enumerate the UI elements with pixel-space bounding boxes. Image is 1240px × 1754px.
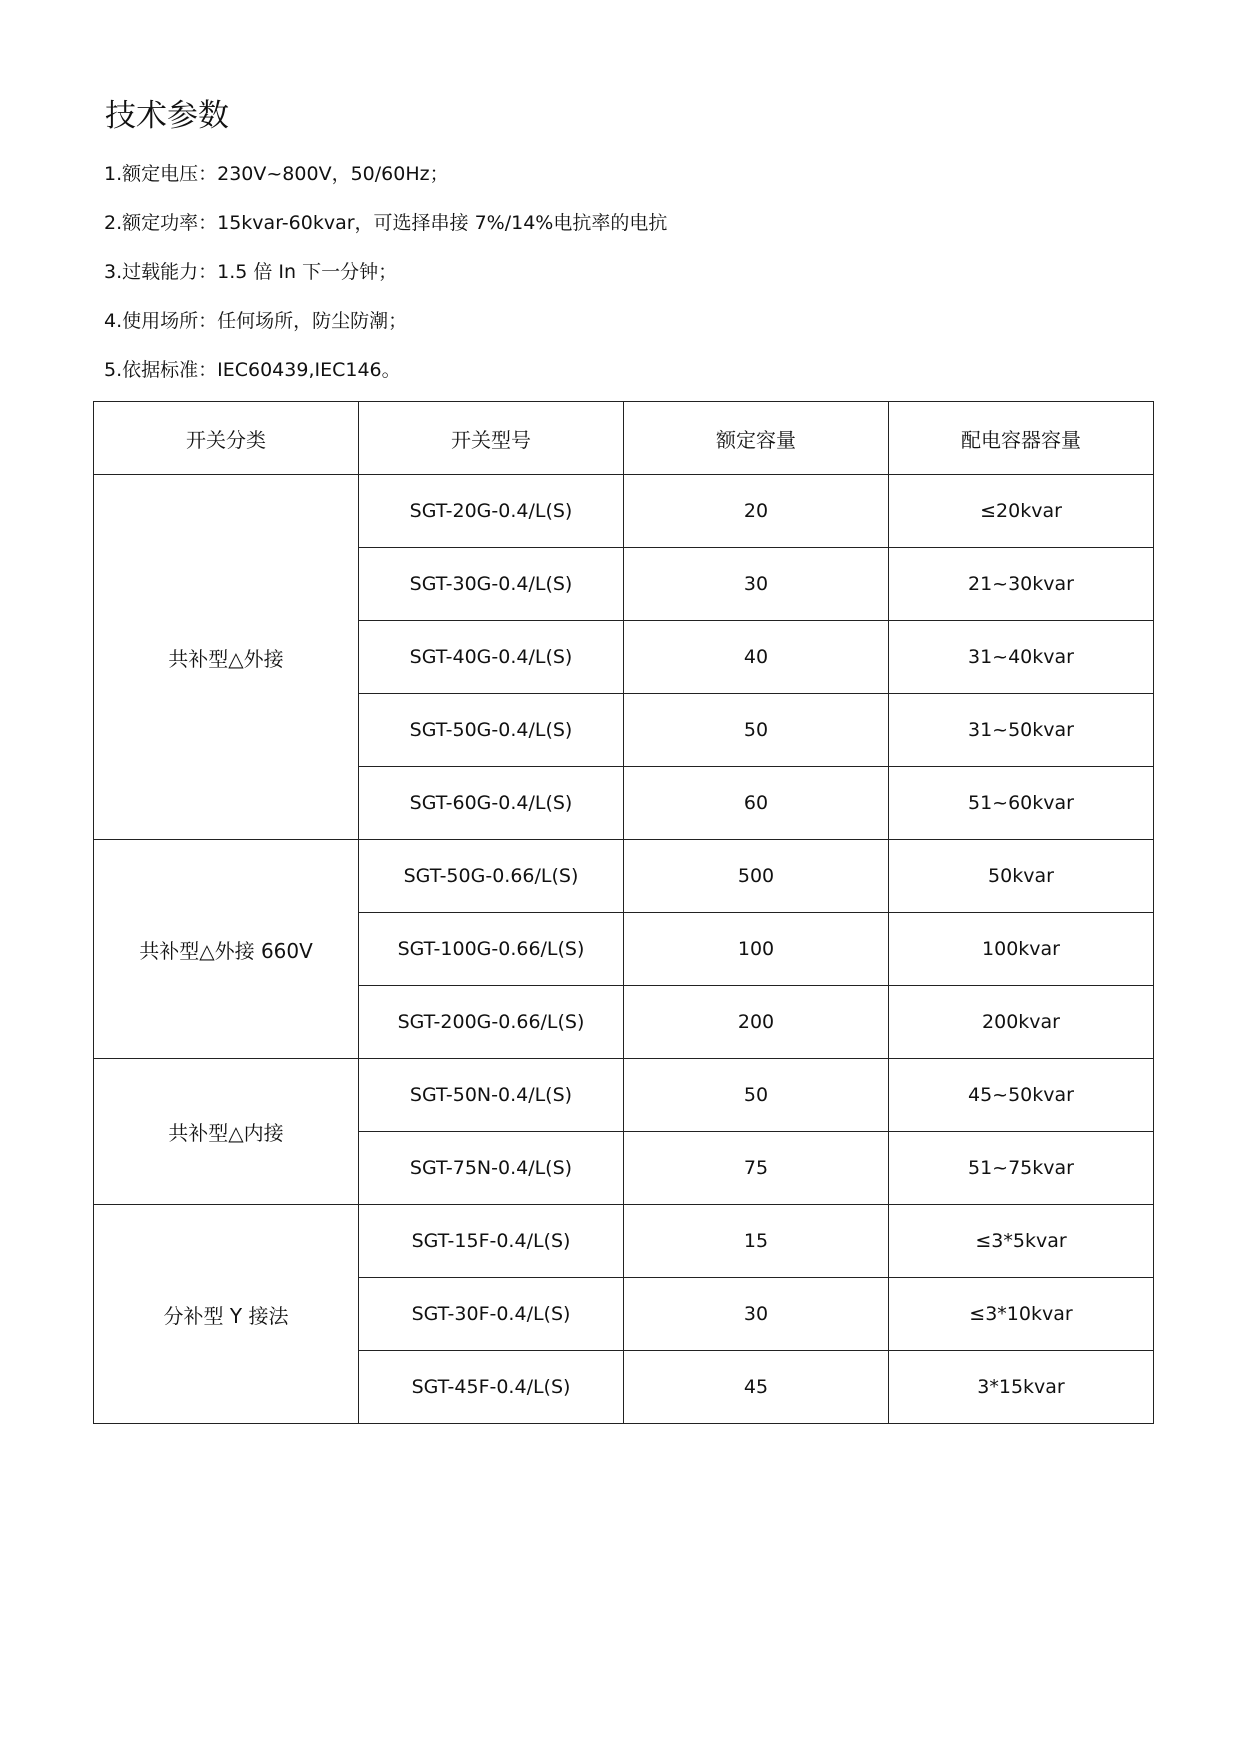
param-overload-capacity: 3.过载能力：1.5 倍 In 下一分钟； <box>104 261 398 283</box>
rated-cell: 200 <box>624 986 889 1059</box>
model-cell: SGT-100G-0.66/L(S) <box>359 913 624 986</box>
capacity-cell: 31~40kvar <box>889 621 1154 694</box>
rated-cell: 60 <box>624 767 889 840</box>
header-switch-category: 开关分类 <box>94 402 359 475</box>
page-title: 技术参数 <box>105 98 229 134</box>
category-cell: 共补型△内接 <box>94 1059 359 1205</box>
capacity-cell: ≤3*10kvar <box>889 1278 1154 1351</box>
model-cell: SGT-50N-0.4/L(S) <box>359 1059 624 1132</box>
capacity-cell: ≤20kvar <box>889 475 1154 548</box>
model-cell: SGT-40G-0.4/L(S) <box>359 621 624 694</box>
capacity-cell: 51~75kvar <box>889 1132 1154 1205</box>
model-cell: SGT-20G-0.4/L(S) <box>359 475 624 548</box>
header-rated-capacity: 额定容量 <box>624 402 889 475</box>
capacity-cell: ≤3*5kvar <box>889 1205 1154 1278</box>
capacity-cell: 45~50kvar <box>889 1059 1154 1132</box>
model-cell: SGT-50G-0.4/L(S) <box>359 694 624 767</box>
rated-cell: 15 <box>624 1205 889 1278</box>
param-rated-voltage: 1.额定电压：230V~800V，50/60Hz； <box>104 163 449 185</box>
table-row <box>94 1059 1154 1132</box>
parameter-list <box>104 162 667 407</box>
rated-cell: 100 <box>624 913 889 986</box>
model-cell: SGT-45F-0.4/L(S) <box>359 1351 624 1424</box>
model-cell: SGT-30G-0.4/L(S) <box>359 548 624 621</box>
table-row <box>94 1205 1154 1278</box>
capacity-cell: 50kvar <box>889 840 1154 913</box>
rated-cell: 20 <box>624 475 889 548</box>
model-cell: SGT-200G-0.66/L(S) <box>359 986 624 1059</box>
capacity-cell: 200kvar <box>889 986 1154 1059</box>
capacity-cell: 21~30kvar <box>889 548 1154 621</box>
capacity-cell: 3*15kvar <box>889 1351 1154 1424</box>
rated-cell: 50 <box>624 694 889 767</box>
param-usage-location: 4.使用场所：任何场所，防尘防潮； <box>104 310 408 332</box>
category-cell: 共补型△外接 <box>94 475 359 840</box>
param-rated-power: 2.额定功率：15kvar-60kvar，可选择串接 7%/14%电抗率的电抗 <box>104 212 668 234</box>
table-row <box>94 475 1154 548</box>
capacity-cell: 51~60kvar <box>889 767 1154 840</box>
category-cell: 共补型△外接 660V <box>94 840 359 1059</box>
model-cell: SGT-30F-0.4/L(S) <box>359 1278 624 1351</box>
header-capacitor-capacity: 配电容器容量 <box>889 402 1154 475</box>
rated-cell: 40 <box>624 621 889 694</box>
param-standard: 5.依据标准：IEC60439,IEC146。 <box>104 359 401 381</box>
spec-table <box>93 401 1154 1424</box>
table-header-row <box>94 402 1154 475</box>
rated-cell: 75 <box>624 1132 889 1205</box>
model-cell: SGT-75N-0.4/L(S) <box>359 1132 624 1205</box>
category-cell: 分补型 Y 接法 <box>94 1205 359 1424</box>
rated-cell: 30 <box>624 1278 889 1351</box>
model-cell: SGT-50G-0.66/L(S) <box>359 840 624 913</box>
table-row <box>94 840 1154 913</box>
model-cell: SGT-60G-0.4/L(S) <box>359 767 624 840</box>
rated-cell: 30 <box>624 548 889 621</box>
rated-cell: 50 <box>624 1059 889 1132</box>
rated-cell: 45 <box>624 1351 889 1424</box>
model-cell: SGT-15F-0.4/L(S) <box>359 1205 624 1278</box>
rated-cell: 500 <box>624 840 889 913</box>
header-switch-model: 开关型号 <box>359 402 624 475</box>
capacity-cell: 31~50kvar <box>889 694 1154 767</box>
capacity-cell: 100kvar <box>889 913 1154 986</box>
